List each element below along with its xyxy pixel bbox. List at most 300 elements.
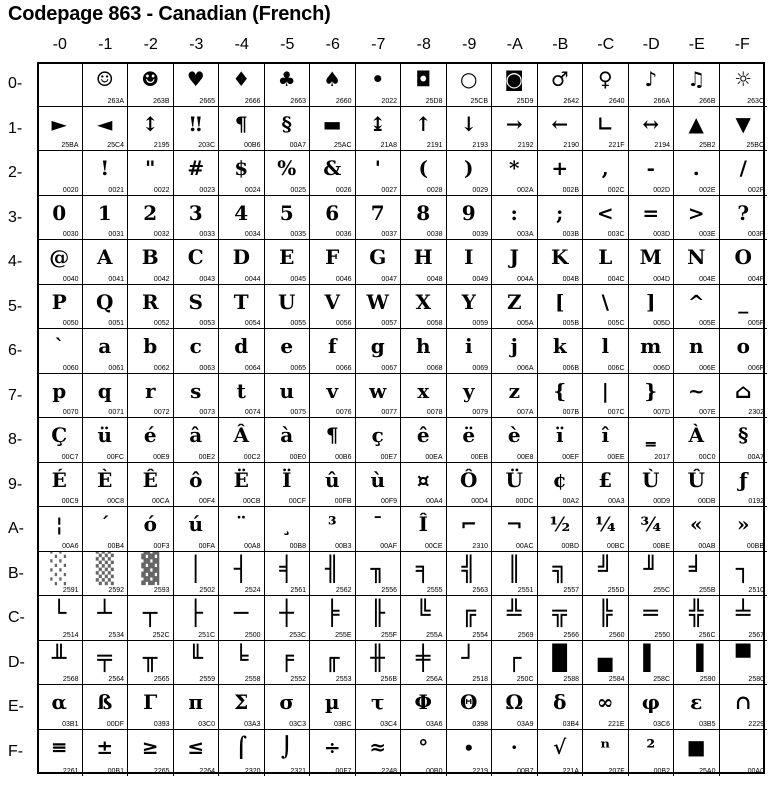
column-label: -C (597, 36, 615, 53)
char-glyph: % (277, 156, 297, 180)
unicode-code: 007A (517, 409, 534, 416)
char-glyph: ∩ (734, 690, 752, 714)
char-cell (219, 107, 265, 152)
unicode-code: 2554 (472, 631, 488, 639)
char-cell (401, 240, 447, 285)
unicode-code: 2562 (335, 587, 352, 594)
char-cell (583, 107, 629, 152)
char-glyph: ß (97, 690, 113, 714)
char-cell (447, 685, 493, 730)
char-cell (37, 240, 83, 285)
unicode-code: 25CB (470, 97, 488, 105)
char-cell (674, 374, 720, 419)
unicode-code: 005C (607, 320, 625, 327)
unicode-code: 007B (562, 409, 579, 416)
char-cell (538, 196, 584, 241)
char-glyph: ¶ (234, 111, 248, 136)
char-cell (219, 285, 265, 330)
char-cell (447, 641, 493, 686)
unicode-code: 0057 (381, 320, 397, 327)
char-cell (219, 329, 265, 374)
char-glyph: ░ (50, 551, 69, 586)
char-glyph: ≤ (187, 734, 205, 759)
char-cell (265, 285, 311, 330)
unicode-code: 2550 (654, 631, 670, 639)
unicode-code: 004C (607, 275, 625, 283)
char-cell (492, 285, 538, 330)
char-glyph: ≡ (50, 734, 68, 759)
unicode-code: 00C2 (243, 453, 261, 461)
char-cell (356, 596, 402, 641)
char-glyph: ô (189, 467, 203, 492)
char-glyph: ♣ (277, 67, 296, 91)
unicode-code: 2502 (199, 587, 215, 594)
char-glyph: ⁿ (600, 734, 611, 759)
char-cell (219, 151, 265, 196)
char-glyph: Q (96, 289, 114, 314)
char-cell (310, 107, 356, 152)
char-cell (674, 107, 720, 152)
char-cell (674, 196, 720, 241)
char-glyph: ♪ (644, 67, 658, 91)
char-cell (174, 463, 220, 508)
char-cell (128, 418, 174, 463)
char-glyph: < (596, 200, 614, 225)
unicode-code: 0398 (472, 720, 488, 728)
char-cell (310, 240, 356, 285)
unicode-code: 0064 (244, 364, 261, 372)
char-glyph: a (98, 334, 112, 358)
unicode-code: 0040 (62, 275, 79, 283)
char-cell (629, 552, 675, 597)
unicode-code: 2229 (748, 720, 764, 728)
unicode-code: 2551 (517, 587, 534, 594)
unicode-code: 00EE (607, 453, 625, 461)
char-glyph: o (736, 334, 750, 358)
char-cell (219, 463, 265, 508)
unicode-code: 255B (699, 587, 716, 594)
unicode-code: 0033 (199, 231, 215, 238)
column-label: -A (506, 36, 523, 53)
char-glyph: Y (461, 289, 476, 314)
unicode-code: 0036 (335, 231, 352, 238)
char-glyph: G (369, 245, 387, 269)
char-cell (356, 151, 402, 196)
char-cell (492, 62, 538, 107)
char-cell (310, 418, 356, 463)
char-cell (629, 596, 675, 641)
char-glyph: l (601, 334, 610, 358)
char-glyph: Ï (282, 467, 292, 492)
unicode-code: 03B5 (699, 720, 716, 728)
unicode-code: 002F (748, 186, 764, 194)
char-glyph: B (141, 245, 159, 269)
unicode-code: 006A (517, 364, 534, 372)
unicode-code: 2190 (563, 142, 579, 149)
char-glyph: ¾ (640, 512, 662, 536)
unicode-code: 0066 (335, 364, 352, 372)
char-cell (310, 730, 356, 777)
char-glyph: ¼ (594, 512, 616, 536)
char-glyph: J (509, 245, 519, 269)
char-glyph: ú (188, 512, 204, 536)
unicode-code: 2591 (62, 587, 79, 594)
char-cell (720, 151, 768, 196)
unicode-code: 2022 (381, 97, 397, 105)
unicode-code: 2563 (472, 587, 488, 594)
char-glyph: : (510, 200, 518, 225)
char-cell (401, 596, 447, 641)
row-label: C- (8, 609, 25, 626)
unicode-code: 256C (698, 631, 716, 639)
char-glyph: ╩ (507, 599, 522, 627)
char-glyph: ═ (643, 599, 658, 627)
char-cell (174, 240, 220, 285)
char-cell (174, 730, 220, 777)
char-cell (401, 151, 447, 196)
char-cell (83, 507, 129, 552)
char-glyph: f (327, 334, 337, 358)
char-cell (674, 641, 720, 686)
column-label: -E (688, 36, 705, 53)
char-glyph: ■ (686, 734, 706, 759)
char-cell (37, 107, 83, 152)
char-glyph: ♂ (550, 67, 569, 91)
char-cell (538, 685, 584, 730)
char-cell (583, 730, 629, 777)
char-glyph: ╥ (143, 643, 158, 672)
unicode-code: 25D8 (425, 97, 443, 105)
char-glyph: u (279, 378, 295, 403)
unicode-code: 0060 (62, 364, 79, 372)
char-cell (720, 685, 768, 730)
char-cell (265, 151, 311, 196)
char-cell (37, 463, 83, 508)
unicode-code: 005B (562, 320, 579, 327)
unicode-code: 250C (516, 676, 534, 683)
char-glyph: ' (374, 156, 381, 180)
char-cell (401, 196, 447, 241)
char-glyph: r (144, 378, 156, 403)
unicode-code: 2557 (563, 587, 579, 594)
char-cell (583, 685, 629, 730)
char-glyph: ○ (460, 67, 478, 91)
char-glyph: ├ (188, 599, 203, 627)
unicode-code: 00B6 (244, 142, 261, 149)
char-glyph: ♀ (597, 67, 613, 91)
char-glyph: ⌐ (460, 512, 478, 536)
char-cell (83, 463, 129, 508)
unicode-code: 2568 (62, 676, 79, 683)
char-cell (310, 62, 356, 107)
char-glyph: ╔ (461, 599, 476, 627)
row-label: 2- (8, 164, 23, 181)
unicode-code: 0045 (290, 275, 306, 283)
char-glyph: ? (737, 200, 750, 225)
char-cell (356, 730, 402, 777)
char-glyph: ╦ (552, 599, 567, 627)
char-glyph: ê (416, 423, 430, 447)
char-cell (538, 62, 584, 107)
unicode-code: 2590 (699, 676, 716, 683)
unicode-code: 2248 (381, 768, 397, 775)
unicode-code: 251C (198, 631, 215, 639)
char-cell (83, 374, 129, 419)
char-glyph: ï (555, 423, 564, 447)
char-glyph: ¶ (325, 423, 339, 447)
char-cell (447, 730, 493, 777)
char-glyph: 8 (416, 200, 431, 225)
char-cell (538, 329, 584, 374)
unicode-code: 007C (607, 409, 625, 416)
unicode-code: 25B2 (699, 142, 716, 149)
char-glyph: Φ (414, 690, 432, 714)
char-cell (310, 285, 356, 330)
unicode-code: 00A8 (244, 542, 261, 550)
char-glyph: ╧ (736, 599, 751, 627)
char-cell (37, 329, 83, 374)
char-cell (492, 196, 538, 241)
char-glyph: 7 (370, 200, 385, 225)
char-glyph (720, 733, 768, 761)
char-glyph: é (143, 423, 157, 447)
char-cell (447, 374, 493, 419)
unicode-code: 0049 (472, 275, 488, 283)
char-cell (310, 641, 356, 686)
row-label: A- (8, 520, 24, 537)
row-label: B- (8, 564, 24, 582)
char-cell (401, 685, 447, 730)
char-cell (629, 641, 675, 686)
char-glyph: ¸ (281, 512, 292, 536)
unicode-code: 0028 (426, 186, 443, 194)
char-glyph: L (598, 245, 613, 269)
char-glyph: ∟ (596, 111, 614, 136)
char-cell (401, 552, 447, 597)
char-cell (629, 285, 675, 330)
char-glyph: ♦ (232, 67, 251, 91)
unicode-code: 00AC (515, 542, 534, 550)
char-cell (538, 463, 584, 508)
char-glyph: ‼ (189, 111, 203, 136)
unicode-code: 00EB (470, 453, 488, 461)
unicode-code: 2567 (748, 631, 764, 639)
unicode-code: 2552 (290, 676, 306, 683)
unicode-code: 00E0 (289, 453, 306, 461)
char-cell (538, 641, 584, 686)
unicode-code: 0037 (381, 231, 397, 238)
unicode-code: 0029 (472, 186, 488, 194)
unicode-code: 2017 (654, 453, 670, 461)
unicode-code: 0032 (153, 231, 170, 238)
char-glyph: Û (687, 467, 705, 492)
unicode-code: 263C (747, 97, 764, 105)
unicode-code: 2555 (426, 587, 443, 594)
unicode-code: 00E7 (380, 453, 397, 461)
unicode-code: 00B8 (289, 542, 306, 550)
char-cell (356, 507, 402, 552)
row-label: 0- (8, 75, 23, 92)
char-cell (583, 596, 629, 641)
char-cell (356, 62, 402, 107)
unicode-code: 2556 (381, 587, 397, 594)
unicode-code: 006F (748, 364, 764, 372)
unicode-code: 00C8 (107, 498, 124, 505)
unicode-code: 2642 (563, 97, 579, 105)
unicode-code: 006D (653, 364, 670, 372)
unicode-code: 00AF (380, 542, 397, 550)
page-title: Codepage 863 - Canadian (French) (8, 3, 331, 25)
unicode-code: 00B6 (335, 453, 352, 461)
char-cell (83, 596, 129, 641)
unicode-code: 255F (381, 631, 397, 639)
char-glyph: i (464, 334, 473, 358)
char-cell (583, 463, 629, 508)
char-glyph: Σ (234, 690, 249, 714)
char-cell (219, 685, 265, 730)
char-glyph: ♥ (186, 67, 205, 91)
char-cell (174, 418, 220, 463)
unicode-code: 2191 (426, 142, 443, 149)
char-glyph: █ (552, 643, 567, 672)
char-glyph: ⌠ (235, 734, 248, 759)
unicode-code: 00C0 (698, 453, 716, 461)
char-glyph: ü (97, 423, 113, 447)
char-glyph: £ (598, 467, 613, 492)
char-glyph: ; (556, 200, 564, 225)
char-cell (37, 730, 83, 777)
char-glyph: ♫ (687, 67, 706, 91)
char-cell (174, 596, 220, 641)
unicode-code: 2660 (335, 97, 352, 105)
column-label: -1 (98, 36, 113, 53)
unicode-code: 0069 (472, 364, 488, 372)
char-cell (583, 196, 629, 241)
char-glyph: ` (54, 334, 65, 358)
char-glyph: S (188, 289, 203, 314)
unicode-code: 00C7 (61, 453, 79, 461)
unicode-code: 256B (380, 676, 397, 683)
unicode-code: 0023 (199, 186, 215, 194)
char-glyph: x (417, 378, 430, 403)
unicode-code: 03C0 (198, 720, 215, 728)
char-glyph: E (279, 245, 295, 269)
char-cell (265, 552, 311, 597)
char-cell (83, 641, 129, 686)
unicode-code: 2564 (108, 676, 124, 683)
char-cell (629, 685, 675, 730)
unicode-code: 005F (748, 320, 764, 327)
char-cell (447, 507, 493, 552)
unicode-code: 263A (107, 97, 124, 105)
unicode-code: 002A (517, 186, 534, 194)
char-glyph: Ô (460, 467, 478, 492)
char-glyph: ≥ (141, 734, 159, 759)
char-glyph: Î (418, 512, 428, 536)
char-cell (356, 685, 402, 730)
char-cell (720, 730, 768, 777)
char-cell (447, 196, 493, 241)
char-cell (128, 62, 174, 107)
char-cell (401, 641, 447, 686)
unicode-code: 002D (653, 186, 670, 194)
char-cell (83, 329, 129, 374)
char-glyph: ▄ (598, 643, 613, 672)
unicode-code: 25A0 (699, 768, 716, 775)
char-cell (83, 62, 129, 107)
char-glyph: └ (52, 599, 67, 627)
char-glyph: 0 (52, 200, 67, 225)
char-cell (629, 151, 675, 196)
char-cell (83, 151, 129, 196)
unicode-code: 0054 (244, 320, 261, 327)
char-glyph: ÷ (323, 734, 341, 759)
char-glyph: δ (553, 690, 567, 714)
unicode-code: 0025 (290, 186, 306, 194)
char-cell (538, 107, 584, 152)
char-glyph: Θ (460, 690, 478, 714)
char-glyph: ↨ (369, 111, 387, 136)
char-glyph: g (370, 334, 385, 358)
char-glyph: ↑ (414, 111, 432, 136)
unicode-code: 2580 (748, 676, 764, 683)
unicode-code: 263B (153, 97, 170, 105)
char-glyph: ┘ (461, 643, 476, 672)
unicode-code: 0393 (153, 720, 170, 728)
unicode-code: 0070 (62, 409, 79, 416)
row-label: 6- (8, 342, 23, 359)
unicode-code: 2514 (62, 631, 79, 639)
char-glyph: ² (646, 734, 656, 759)
char-cell (629, 507, 675, 552)
char-glyph: ◘ (415, 67, 432, 91)
unicode-code: 2320 (244, 768, 261, 775)
unicode-code: 004A (517, 275, 534, 283)
char-glyph: ▌ (643, 643, 658, 672)
char-cell (401, 329, 447, 374)
char-cell (37, 62, 83, 107)
char-glyph: Ü (505, 467, 523, 492)
column-label: -8 (416, 36, 431, 53)
row-label: 7- (8, 386, 23, 404)
unicode-code: 00BD (561, 542, 579, 550)
char-glyph: ◙ (504, 67, 524, 91)
unicode-code: 00B3 (335, 542, 352, 550)
char-glyph: û (324, 467, 340, 492)
unicode-code: 0050 (62, 320, 79, 327)
char-cell (128, 596, 174, 641)
char-cell (720, 285, 768, 330)
char-cell (37, 641, 83, 686)
char-cell (310, 685, 356, 730)
unicode-code: 0075 (290, 409, 306, 416)
unicode-code: 00DC (515, 498, 534, 505)
char-glyph: K (551, 245, 569, 269)
char-cell (128, 196, 174, 241)
char-cell (219, 552, 265, 597)
unicode-code: 03C3 (289, 720, 306, 728)
char-cell (128, 507, 174, 552)
char-cell (629, 240, 675, 285)
row-label: 8- (8, 431, 23, 448)
char-cell (265, 685, 311, 730)
char-glyph: ▐ (689, 643, 704, 672)
char-glyph (37, 154, 82, 182)
char-glyph: ☻ (141, 67, 160, 91)
unicode-code: 25C4 (107, 142, 124, 149)
char-cell (401, 107, 447, 152)
char-cell (128, 730, 174, 777)
